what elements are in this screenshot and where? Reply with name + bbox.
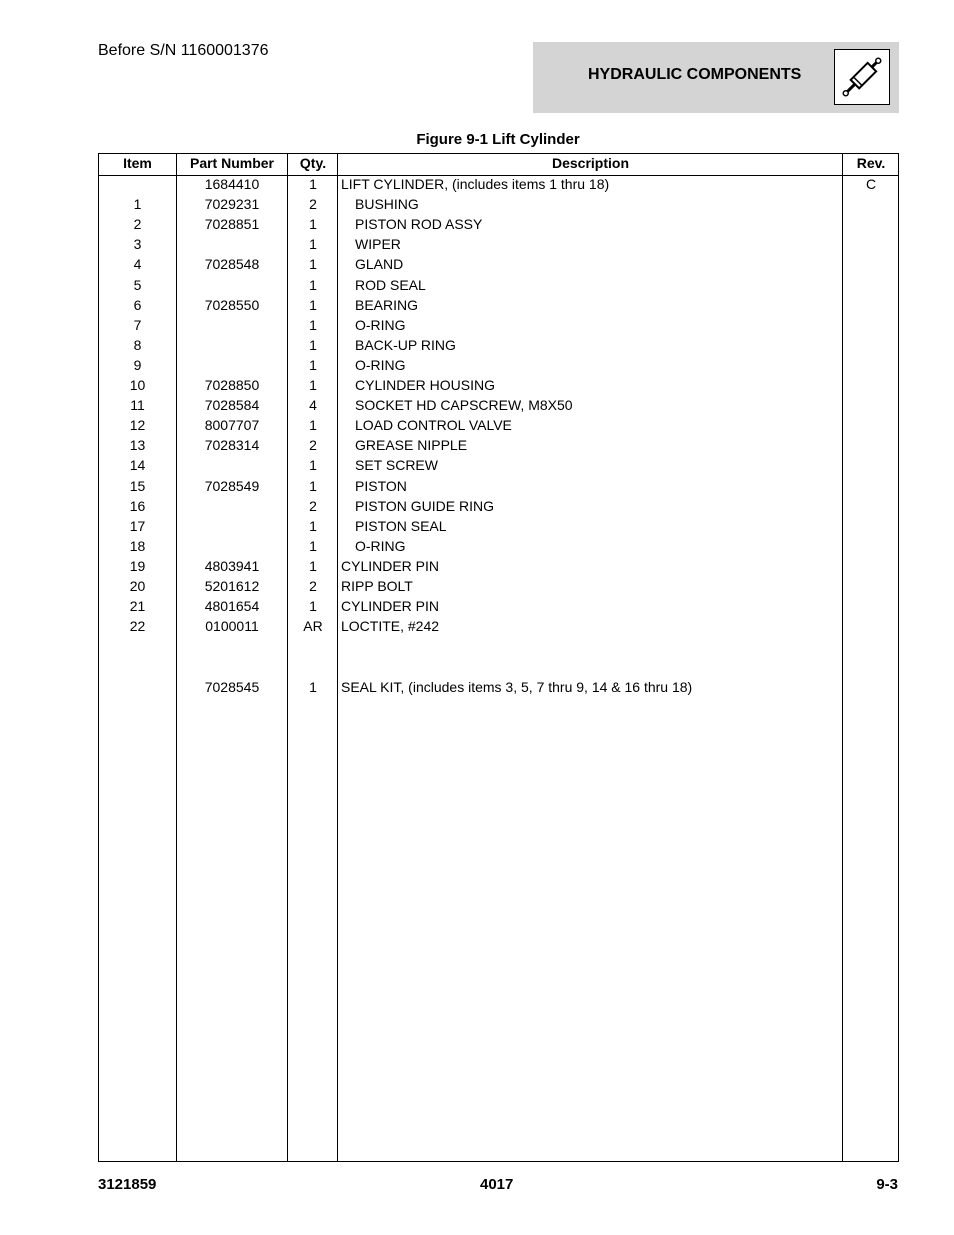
qty-cell: 1 bbox=[309, 256, 317, 272]
table-row bbox=[99, 618, 898, 638]
description-cell: O-RING bbox=[355, 357, 406, 373]
qty-cell: 1 bbox=[309, 538, 317, 554]
table-row bbox=[99, 277, 898, 297]
part-number-cell: 0100011 bbox=[205, 618, 259, 634]
part-number-cell: 7028851 bbox=[204, 216, 260, 232]
qty-cell: 1 bbox=[309, 478, 317, 494]
part-number-cell: 4803941 bbox=[204, 558, 260, 574]
item-cell: 13 bbox=[129, 437, 146, 453]
item-cell: 17 bbox=[129, 518, 146, 534]
table-row bbox=[99, 558, 898, 578]
table-row bbox=[99, 397, 898, 417]
qty-cell: 1 bbox=[309, 236, 317, 252]
description-cell: O-RING bbox=[355, 538, 406, 554]
table-row bbox=[99, 337, 898, 357]
description-cell: SEAL KIT, (includes items 3, 5, 7 thru 9, 14 & 16 thru 18) bbox=[341, 679, 693, 695]
qty-cell: 1 bbox=[309, 337, 317, 353]
description-cell: WIPER bbox=[355, 236, 401, 252]
table-row bbox=[99, 196, 898, 216]
table-row bbox=[99, 317, 898, 337]
part-number-cell: 7028314 bbox=[204, 437, 260, 453]
item-cell: 7 bbox=[133, 317, 142, 333]
item-cell: 14 bbox=[129, 457, 146, 473]
parts-table bbox=[98, 153, 899, 1162]
qty-cell: 1 bbox=[309, 598, 317, 614]
table-row bbox=[99, 297, 898, 317]
qty-cell: 2 bbox=[309, 498, 317, 514]
table-row bbox=[99, 658, 898, 678]
description-cell: CYLINDER HOUSING bbox=[355, 377, 496, 393]
part-number-cell: 7028850 bbox=[204, 377, 260, 393]
item-cell: 5 bbox=[133, 277, 142, 293]
table-row bbox=[99, 578, 898, 598]
item-cell: 16 bbox=[129, 498, 146, 514]
table-row bbox=[99, 498, 898, 518]
table-row bbox=[99, 538, 898, 558]
column-header-rev: Rev. bbox=[856, 155, 886, 171]
qty-cell: 1 bbox=[309, 216, 317, 232]
column-header-part-number: Part Number bbox=[189, 155, 275, 171]
qty-cell: 2 bbox=[309, 437, 317, 453]
table-row bbox=[99, 176, 898, 196]
footer-doc-number: 3121859 bbox=[98, 1176, 157, 1193]
qty-cell: 1 bbox=[309, 518, 317, 534]
item-cell: 22 bbox=[129, 618, 146, 634]
table-row bbox=[99, 417, 898, 437]
description-cell: O-RING bbox=[355, 317, 406, 333]
hydraulic-cylinder-icon bbox=[834, 49, 890, 105]
description-cell: RIPP BOLT bbox=[341, 578, 413, 594]
qty-cell: 1 bbox=[309, 357, 317, 373]
description-cell: PISTON GUIDE RING bbox=[355, 498, 494, 514]
description-cell: LIFT CYLINDER, (includes items 1 thru 18) bbox=[341, 176, 610, 192]
part-number-cell: 7028550 bbox=[204, 297, 260, 313]
table-row bbox=[99, 216, 898, 236]
item-cell: 8 bbox=[133, 337, 142, 353]
part-number-cell: 1684410 bbox=[204, 176, 260, 192]
serial-note: Before S/N 1160001376 bbox=[98, 42, 269, 59]
column-header-qty: Qty. bbox=[299, 155, 327, 171]
figure-title: Figure 9-1 Lift Cylinder bbox=[416, 131, 580, 148]
description-cell: PISTON SEAL bbox=[355, 518, 447, 534]
table-row bbox=[99, 256, 898, 276]
part-number-cell: 4801654 bbox=[204, 598, 260, 614]
description-cell: LOCTITE, #242 bbox=[341, 618, 440, 634]
part-number-cell: 7028584 bbox=[204, 397, 260, 413]
qty-cell: 1 bbox=[309, 679, 317, 695]
qty-cell: 1 bbox=[309, 457, 317, 473]
table-row bbox=[99, 377, 898, 397]
item-cell: 15 bbox=[129, 478, 146, 494]
qty-cell: 1 bbox=[309, 558, 317, 574]
table-row bbox=[99, 437, 898, 457]
table-row bbox=[99, 357, 898, 377]
part-number-cell: 8007707 bbox=[204, 417, 260, 433]
table-row bbox=[99, 457, 898, 477]
qty-cell: AR bbox=[303, 618, 323, 634]
qty-cell: 1 bbox=[309, 377, 317, 393]
item-cell: 19 bbox=[129, 558, 146, 574]
rev-cell: C bbox=[865, 176, 877, 192]
footer-page-number: 9-3 bbox=[876, 1176, 898, 1193]
qty-cell: 1 bbox=[309, 317, 317, 333]
description-cell: GREASE NIPPLE bbox=[355, 437, 468, 453]
description-cell: PISTON bbox=[355, 478, 407, 494]
description-cell: LOAD CONTROL VALVE bbox=[355, 417, 512, 433]
item-cell: 2 bbox=[133, 216, 142, 232]
part-number-cell: 5201612 bbox=[204, 578, 260, 594]
item-cell: 9 bbox=[133, 357, 142, 373]
footer-model: 4017 bbox=[480, 1176, 514, 1193]
table-row bbox=[99, 638, 898, 658]
table-row bbox=[99, 236, 898, 256]
description-cell: ROD SEAL bbox=[355, 277, 426, 293]
description-cell: BUSHING bbox=[355, 196, 419, 212]
qty-cell: 2 bbox=[309, 196, 317, 212]
item-cell: 6 bbox=[133, 297, 142, 313]
item-cell: 3 bbox=[133, 236, 142, 252]
part-number-cell: 7028548 bbox=[204, 256, 260, 272]
table-row bbox=[99, 518, 898, 538]
column-header-item: Item bbox=[123, 155, 152, 171]
section-header bbox=[533, 42, 899, 113]
description-cell: CYLINDER PIN bbox=[341, 598, 440, 614]
qty-cell: 1 bbox=[309, 417, 317, 433]
description-cell: CYLINDER PIN bbox=[341, 558, 440, 574]
qty-cell: 2 bbox=[309, 578, 317, 594]
section-title: HYDRAULIC COMPONENTS bbox=[588, 66, 802, 83]
description-cell: BACK-UP RING bbox=[355, 337, 456, 353]
table-row bbox=[99, 598, 898, 618]
item-cell: 10 bbox=[129, 377, 146, 393]
description-cell: SET SCREW bbox=[355, 457, 438, 473]
column-header-description: Description bbox=[551, 155, 629, 171]
item-cell: 21 bbox=[129, 598, 146, 614]
table-row bbox=[99, 478, 898, 498]
item-cell: 12 bbox=[129, 417, 146, 433]
part-number-cell: 7028545 bbox=[204, 679, 260, 695]
description-cell: GLAND bbox=[355, 256, 404, 272]
item-cell: 4 bbox=[133, 256, 142, 272]
part-number-cell: 7029231 bbox=[204, 196, 260, 212]
item-cell: 18 bbox=[129, 538, 146, 554]
item-cell: 20 bbox=[129, 578, 146, 594]
qty-cell: 4 bbox=[309, 397, 317, 413]
qty-cell: 1 bbox=[309, 297, 317, 313]
item-cell: 1 bbox=[133, 196, 142, 212]
description-cell: PISTON ROD ASSY bbox=[355, 216, 483, 232]
item-cell: 11 bbox=[130, 397, 145, 413]
qty-cell: 1 bbox=[309, 277, 317, 293]
description-cell: BEARING bbox=[355, 297, 419, 313]
description-cell: SOCKET HD CAPSCREW, M8X50 bbox=[355, 397, 573, 413]
qty-cell: 1 bbox=[309, 176, 317, 192]
part-number-cell: 7028549 bbox=[204, 478, 260, 494]
table-row bbox=[99, 679, 898, 699]
